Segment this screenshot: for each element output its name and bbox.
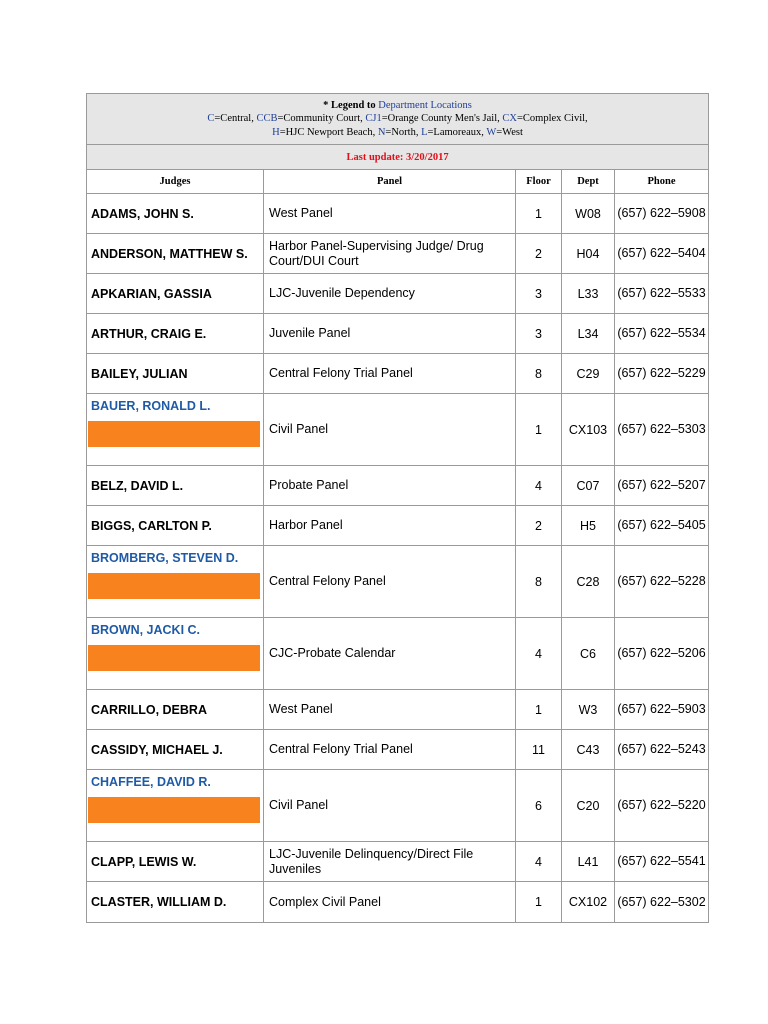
redaction-block [88,421,260,447]
legend-text: =North, [385,126,422,138]
judge-name-text: CARRILLO, DEBRA [91,702,207,717]
legend-code: W [486,126,497,138]
table-row [87,770,709,842]
judge-name-text[interactable]: BROMBERG, STEVEN D. [91,551,239,565]
dept-code: CX103 [562,394,615,466]
floor-number: 4 [516,466,562,506]
dept-code: C6 [562,618,615,690]
dept-code: W08 [562,194,615,234]
floor-number: 4 [516,618,562,690]
phone-number: (657) 622–5908 [615,194,709,234]
judge-name [87,882,264,923]
phone-number: (657) 622–5903 [615,690,709,730]
judge-name [87,314,264,354]
panel-name: Harbor Panel [264,506,516,546]
header-judges: Judges [87,170,264,194]
dept-code: L34 [562,314,615,354]
dept-code: C28 [562,546,615,618]
floor-number: 4 [516,842,562,882]
judge-name-text: BIGGS, CARLTON P. [91,518,212,533]
judge-name-text: ANDERSON, MATTHEW S. [91,246,248,261]
legend-line-3 [87,126,708,140]
panel-name: Probate Panel [264,466,516,506]
last-update: Last update: 3/20/2017 [87,145,709,170]
floor-number: 8 [516,546,562,618]
judges-table [86,93,709,923]
table-row [87,394,709,466]
legend-text: =Central, [214,113,257,125]
redaction-block [88,645,260,671]
table-row [87,466,709,506]
panel-name: Civil Panel [264,394,516,466]
phone-number: (657) 622–5534 [615,314,709,354]
phone-number: (657) 622–5206 [615,618,709,690]
dept-code: H5 [562,506,615,546]
phone-number: (657) 622–5243 [615,730,709,770]
phone-number: (657) 622–5207 [615,466,709,506]
judge-name-text: BELZ, DAVID L. [91,478,184,493]
legend-code: CJ1 [365,113,382,125]
panel-name: Harbor Panel-Supervising Judge/ Drug Court/DUI Court [264,234,516,274]
legend-code: H [272,126,280,138]
floor-number: 6 [516,770,562,842]
table-row [87,546,709,618]
floor-number: 2 [516,234,562,274]
panel-name: Juvenile Panel [264,314,516,354]
table-row [87,314,709,354]
judge-name [87,730,264,770]
dept-code: H04 [562,234,615,274]
phone-number: (657) 622–5228 [615,546,709,618]
phone-number: (657) 622–5302 [615,882,709,923]
judge-name [87,234,264,274]
table-row [87,194,709,234]
legend-line-2 [87,112,708,126]
redaction-block [88,797,260,823]
phone-number: (657) 622–5303 [615,394,709,466]
table-row [87,506,709,546]
department-locations-link[interactable]: Department Locations [378,99,472,111]
phone-number: (657) 622–5220 [615,770,709,842]
dept-code: L41 [562,842,615,882]
phone-number: (657) 622–5533 [615,274,709,314]
legend-text: =West [496,126,523,138]
dept-code: C07 [562,466,615,506]
dept-code: W3 [562,690,615,730]
judge-name [87,506,264,546]
legend-text: =Complex Civil, [517,113,588,125]
redaction-block [88,573,260,599]
judge-name [87,274,264,314]
table-row [87,690,709,730]
table-row [87,274,709,314]
phone-number: (657) 622–5405 [615,506,709,546]
legend-text: =HJC Newport Beach, [279,126,378,138]
floor-number: 1 [516,194,562,234]
phone-number: (657) 622–5541 [615,842,709,882]
floor-number: 1 [516,690,562,730]
dept-code: C29 [562,354,615,394]
header-dept: Dept [562,170,615,194]
floor-number: 8 [516,354,562,394]
table-row [87,730,709,770]
judge-name-text: BAILEY, JULIAN [91,366,188,381]
dept-code: CX102 [562,882,615,923]
panel-name: Central Felony Trial Panel [264,730,516,770]
dept-code: C20 [562,770,615,842]
floor-number: 3 [516,274,562,314]
dept-code: C43 [562,730,615,770]
panel-name: LJC-Juvenile Dependency [264,274,516,314]
legend-text: =Community Court, [277,113,366,125]
judge-name-text: ARTHUR, CRAIG E. [91,326,207,341]
judge-name[interactable] [87,618,264,690]
table-row [87,882,709,923]
legend-code: N [377,126,386,138]
table-row [87,618,709,690]
dept-code: L33 [562,274,615,314]
header-phone: Phone [615,170,709,194]
floor-number: 1 [516,882,562,923]
judge-name-text: CASSIDY, MICHAEL J. [91,742,223,757]
floor-number: 2 [516,506,562,546]
legend-code: CCB [256,113,278,125]
legend-code: C [207,113,215,125]
judge-name-text[interactable]: BROWN, JACKI C. [91,623,201,637]
judge-name [87,194,264,234]
legend-text: =Lamoreaux, [427,126,487,138]
header-panel: Panel [264,170,516,194]
panel-name: Civil Panel [264,770,516,842]
panel-name: LJC-Juvenile Delinquency/Direct File Juveniles [264,842,516,882]
judge-name [87,690,264,730]
panel-name: West Panel [264,690,516,730]
judge-name-text: ADAMS, JOHN S. [91,206,194,221]
judge-name[interactable] [87,546,264,618]
legend-title: * Legend to Department Locations [323,99,472,111]
judge-name-text: CLASTER, WILLIAM D. [91,895,227,909]
panel-name: West Panel [264,194,516,234]
judge-name[interactable] [87,770,264,842]
phone-number: (657) 622–5404 [615,234,709,274]
floor-number: 3 [516,314,562,354]
panel-name: CJC-Probate Calendar [264,618,516,690]
panel-name: Central Felony Trial Panel [264,354,516,394]
table-row [87,354,709,394]
floor-number: 11 [516,730,562,770]
legend-cell [87,94,709,145]
phone-number: (657) 622–5229 [615,354,709,394]
legend-text: =Orange County Men's Jail, [381,113,503,125]
legend-code: CX [502,113,517,125]
legend-code: L [421,126,428,138]
panel-name: Complex Civil Panel [264,882,516,923]
judge-name [87,354,264,394]
header-row [87,170,709,194]
judge-name-text: APKARIAN, GASSIA [91,286,212,301]
judge-name[interactable] [87,394,264,466]
judge-name-text: CLAPP, LEWIS W. [91,854,197,869]
header-floor: Floor [516,170,562,194]
table-row [87,234,709,274]
panel-name: Central Felony Panel [264,546,516,618]
judge-name [87,842,264,882]
floor-number: 1 [516,394,562,466]
table-row [87,842,709,882]
judge-name-text[interactable]: BAUER, RONALD L. [91,399,211,413]
judge-name-text[interactable]: CHAFFEE, DAVID R. [91,775,211,789]
judge-name [87,466,264,506]
